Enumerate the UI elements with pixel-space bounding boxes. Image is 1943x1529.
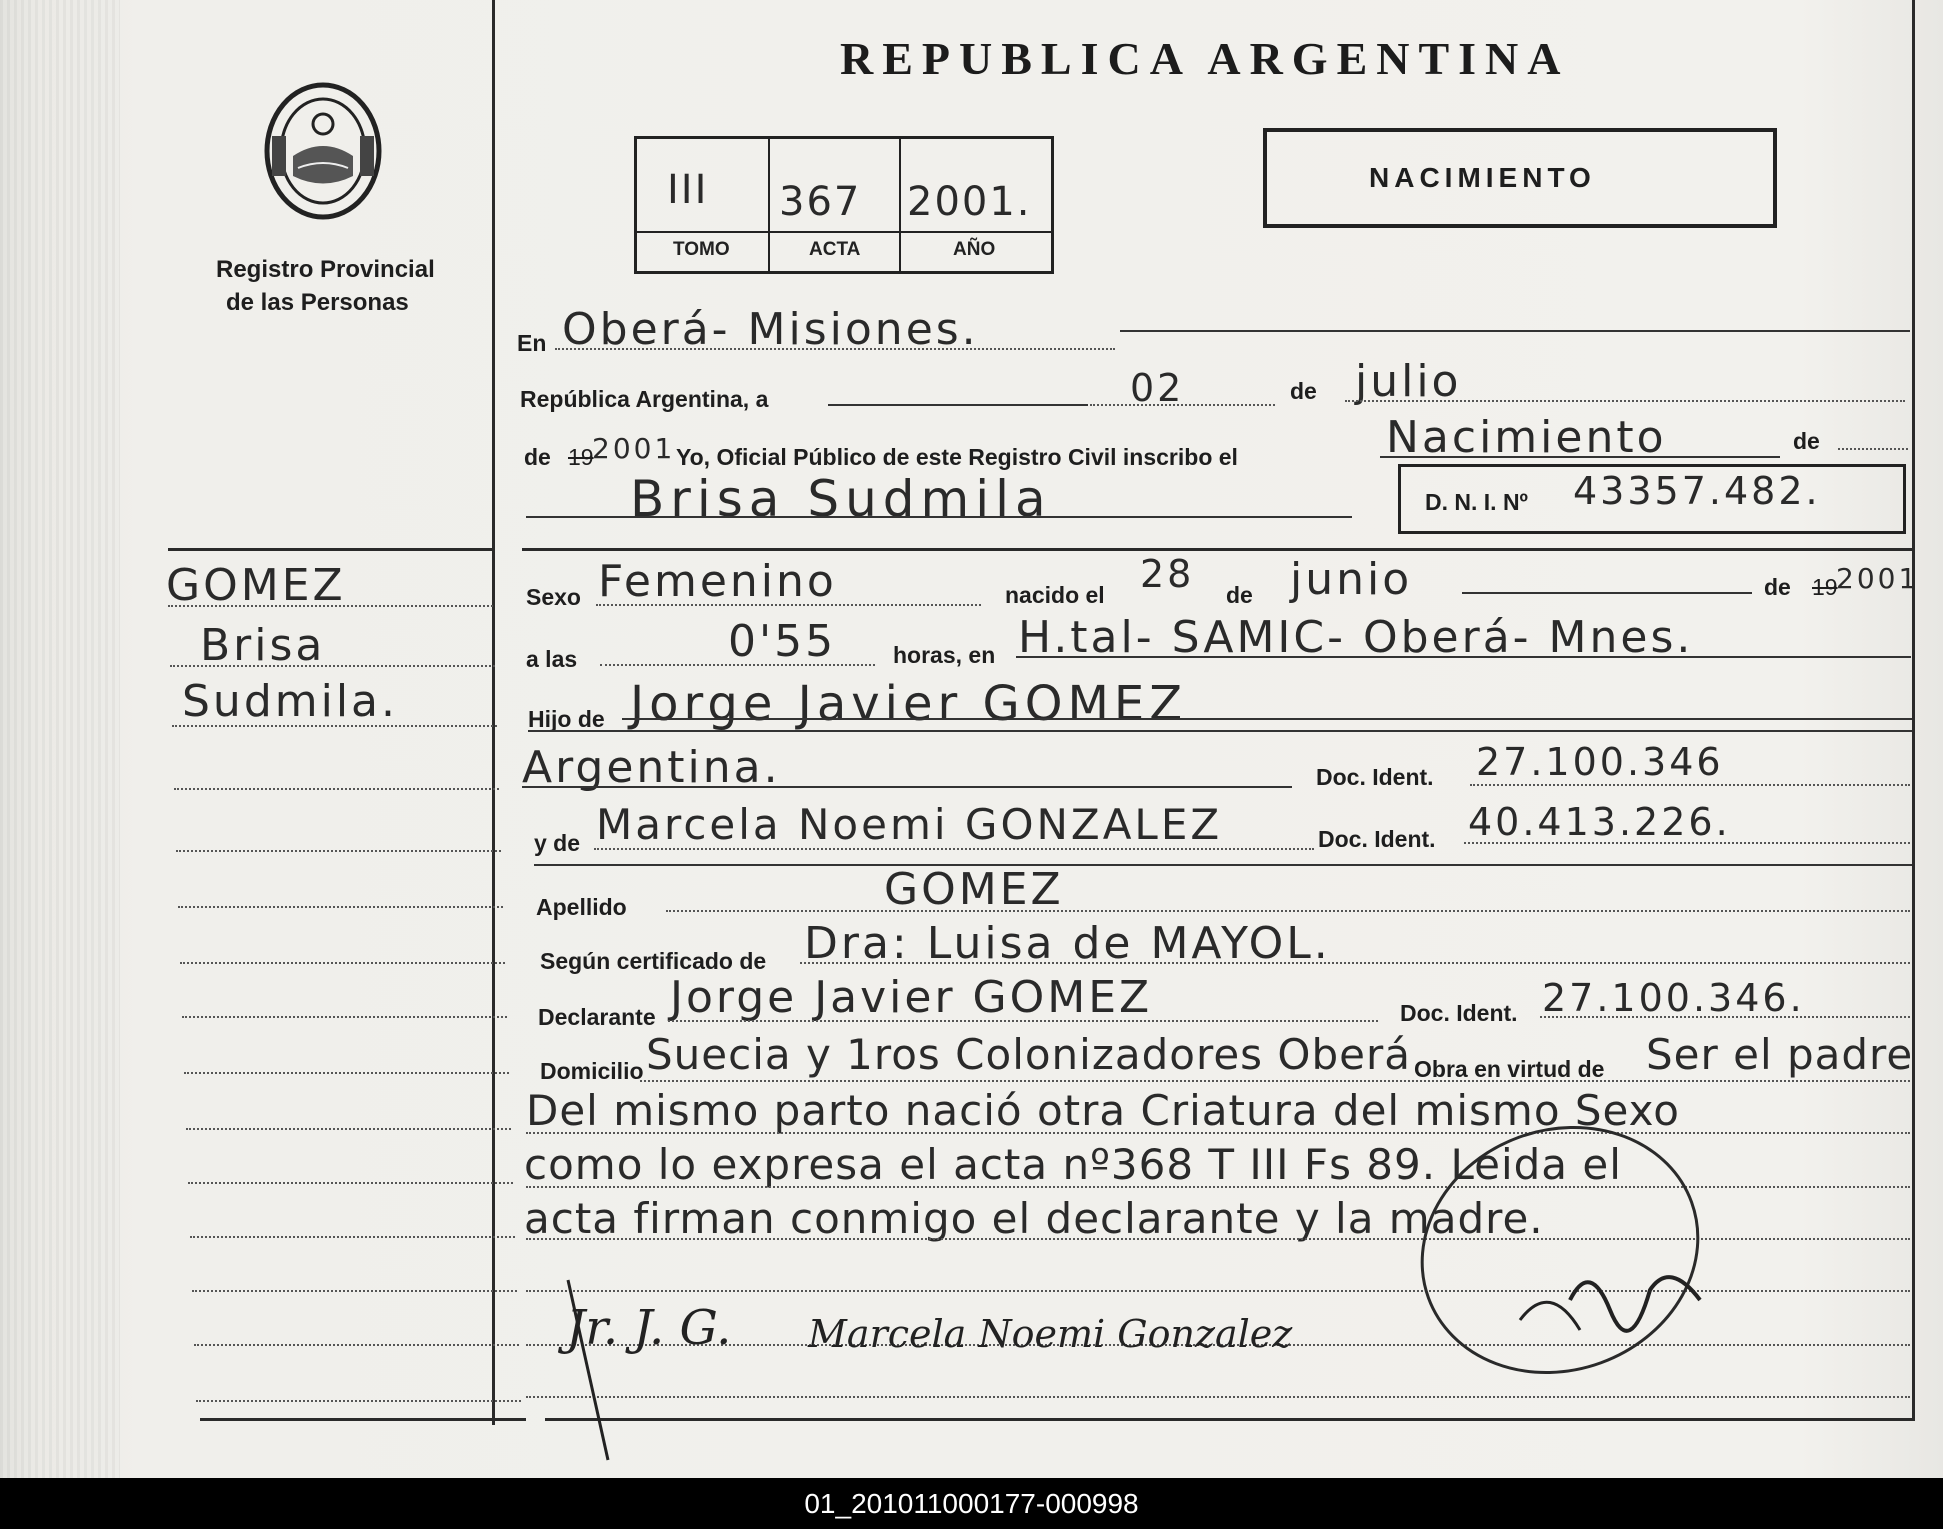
value-anio: 2001 [592, 432, 676, 465]
value-padre-doc: 27.100.346 [1476, 740, 1724, 784]
margin-name-1: Brisa [200, 620, 326, 671]
note-line-1: Del mismo parto nació otra Criatura del mismo Sexo [526, 1086, 1680, 1135]
record-type: NACIMIENTO [1369, 162, 1596, 193]
value-dni: 43357.482. [1573, 469, 1821, 513]
record-type-box [1263, 128, 1777, 228]
official-signature-icon [1400, 1100, 1740, 1420]
value-acto: Nacimiento [1386, 412, 1667, 463]
value-lugar-nac: H.tal- SAMIC- Oberá- Mnes. [1018, 612, 1694, 663]
label-en: En [517, 330, 547, 356]
note-line-3: acta firman conmigo el declarante y la madre. [524, 1194, 1544, 1243]
provincial-seal-icon [258, 76, 388, 226]
value-nombre: Brisa Sudmila [630, 470, 1052, 528]
value-declarante: Jorge Javier GOMEZ [670, 972, 1153, 1023]
year-prefix: 19 [568, 444, 594, 470]
value-padre: Jorge Javier GOMEZ [630, 676, 1188, 732]
dni-box [1398, 464, 1906, 534]
value-domicilio: Suecia y 1ros Colonizadores Oberá [646, 1030, 1411, 1079]
value-lugar: Oberá- Misiones. [562, 304, 979, 355]
margin-top-rule [168, 548, 494, 551]
label-y-de: y de [534, 830, 581, 856]
label-domicilio: Domicilio [540, 1058, 644, 1084]
label-doc-1: Doc. Ident. [1316, 764, 1434, 790]
value-sexo: Femenino [598, 556, 837, 607]
label-apellido: Apellido [536, 894, 627, 920]
label-de-year: de [524, 444, 551, 470]
margin-bottom-rule [200, 1418, 526, 1421]
label-a-las: a las [526, 646, 578, 672]
page-title: REPUBLICA ARGENTINA [840, 33, 1570, 84]
value-nac-anio: 2001 [1836, 562, 1920, 595]
registry-line-2: de las Personas [226, 289, 409, 316]
tomo-label: TOMO [673, 239, 730, 260]
registry-line-1: Registro Provincial [216, 256, 435, 283]
label-doc-2: Doc. Ident. [1318, 826, 1436, 852]
label-declarante: Declarante [538, 1004, 656, 1030]
note-line-2: como lo expresa el acta nº368 T III Fs 89. Leida el [524, 1140, 1622, 1189]
label-dni: D. N. I. Nº [1425, 489, 1528, 515]
signature-madre: Marcela Noemi Gonzalez [808, 1312, 1293, 1356]
label-de-4: de [1764, 574, 1791, 600]
value-virtud: Ser el padre [1646, 1030, 1914, 1079]
left-column-border [492, 0, 495, 1425]
signature-declarante: Jr. J. G. [566, 1300, 732, 1356]
ano-value: 2001. [907, 179, 1032, 225]
year-prefix-2: 19 [1812, 574, 1838, 600]
value-dia: 02 [1130, 366, 1185, 410]
acta-label: ACTA [809, 239, 861, 260]
label-segun: Según certificado de [540, 948, 767, 974]
tomo-value: III [667, 167, 709, 213]
label-horas: horas, en [893, 642, 996, 668]
section-rule [522, 548, 1912, 551]
label-sexo: Sexo [526, 584, 581, 610]
ano-label: AÑO [953, 239, 996, 260]
label-de-3: de [1226, 582, 1253, 608]
value-nacionalidad: Argentina. [522, 742, 781, 793]
label-de-1: de [1290, 378, 1317, 404]
label-doc-3: Doc. Ident. [1400, 1000, 1518, 1026]
acta-value: 367 [779, 179, 862, 225]
value-madre: Marcela Noemi GONZALEZ [596, 800, 1223, 849]
value-medico: Dra: Luisa de MAYOL. [804, 918, 1331, 969]
margin-surname: GOMEZ [166, 560, 346, 611]
label-hijo: Hijo de [528, 706, 605, 732]
right-border [1912, 0, 1915, 1420]
image-id-footer: 01_201011000177-000998 [0, 1478, 1943, 1529]
signature-stroke-icon [548, 1270, 628, 1470]
margin-name-2: Sudmila. [182, 676, 399, 727]
label-obra: Obra en virtud de [1414, 1056, 1605, 1082]
value-mes: julio [1355, 356, 1462, 407]
label-de-2: de [1793, 428, 1820, 454]
value-hora: 0'55 [728, 616, 837, 667]
value-declarante-doc: 27.100.346. [1542, 976, 1805, 1020]
value-apellido: GOMEZ [884, 864, 1064, 915]
record-id-box [634, 136, 1054, 274]
value-nac-dia: 28 [1140, 552, 1195, 596]
label-republica: República Argentina, a [520, 386, 769, 412]
page-stack-edge [0, 0, 120, 1478]
value-nac-mes: junio [1290, 554, 1413, 605]
label-nacido: nacido el [1005, 582, 1105, 608]
label-yo: Yo, Oficial Público de este Registro Civil inscribo el [676, 444, 1238, 470]
value-madre-doc: 40.413.226. [1468, 800, 1731, 844]
